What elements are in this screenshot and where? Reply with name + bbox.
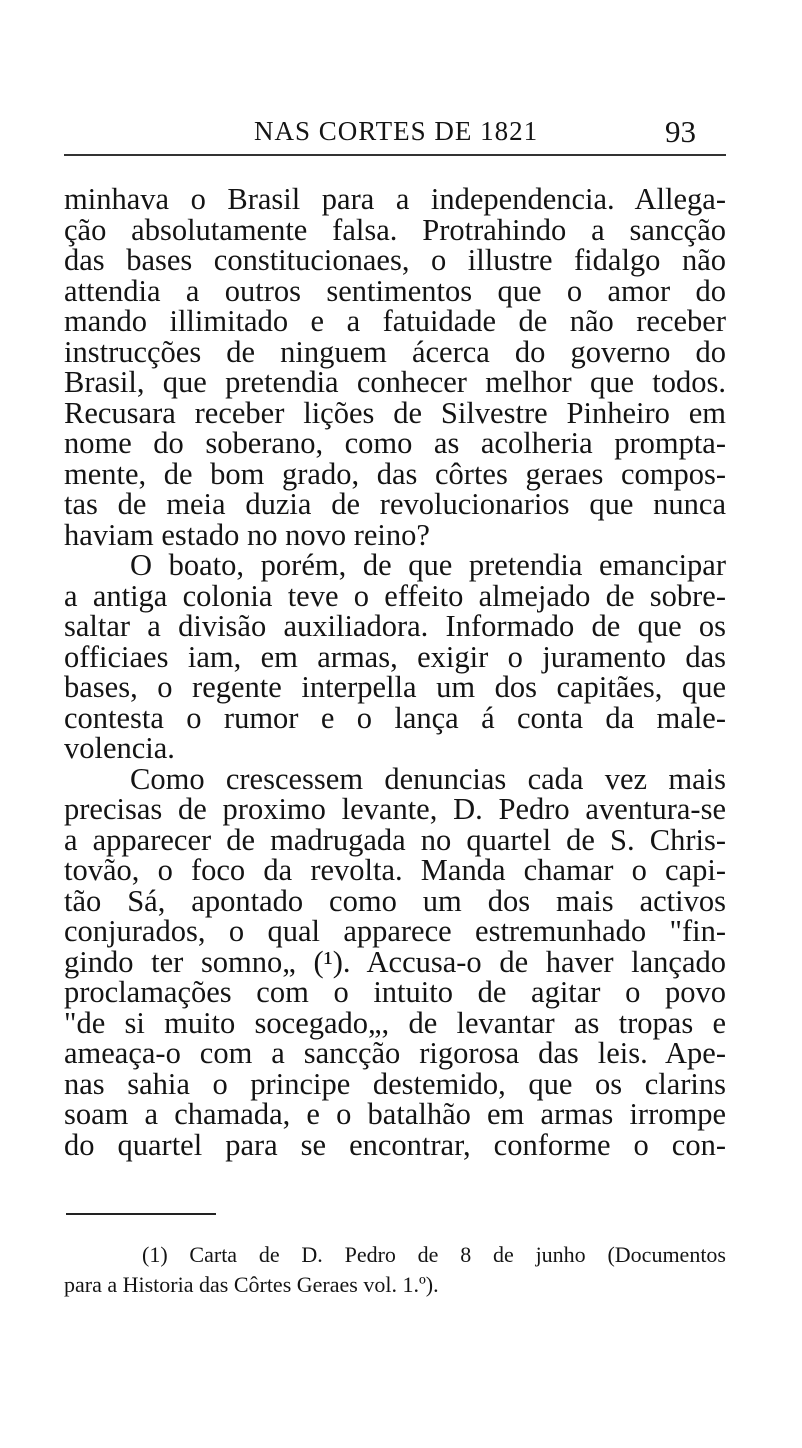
text-line: precisas de proximo levante, D. Pedro aventura-se (64, 792, 726, 826)
text-line: O boato, porém, de que pretendia emancipar (130, 548, 726, 582)
text-line: ção absolutamente falsa. Protrahindo a sancção (64, 212, 726, 247)
text-line: instrucções de ninguem ácerca do governo do (64, 334, 726, 369)
text-line: tovão, o foco da revolta. Manda chamar o capi- (64, 853, 726, 887)
text-line: conjurados, o qual apparece estremunhado "fin- (64, 914, 726, 948)
text-line: nome do soberano, como as acolheria prompta- (64, 426, 726, 460)
text-line: do quartel para se encontrar, conforme o con- (64, 1127, 726, 1162)
text-line: "de si muito socegado„, de levantar as tropas e (64, 1005, 726, 1040)
body-text (64, 184, 726, 1160)
text-line: Como crescessem denuncias cada vez mais (130, 761, 726, 796)
text-line: ameaça-o com a sancção rigorosa das leis. Ape- (64, 1036, 726, 1070)
page-number: 93 (665, 114, 696, 149)
page-header (64, 114, 726, 154)
header-rule (64, 154, 726, 156)
text-line: tão Sá, apontado como um dos mais activos (64, 883, 726, 918)
text-line: a apparecer de madrugada no quartel de S. Chris- (64, 822, 726, 857)
text-line: minhava o Brasil para a independencia. Allega- (64, 182, 726, 216)
text-line: tas de meia duzia de revolucionarios que nunca (64, 487, 726, 521)
text-line: contesta o rumor e o lança á conta da male- (64, 700, 726, 735)
text-line: officiaes iam, em armas, exigir o juramento das (64, 639, 726, 674)
text-line: saltar a divisão auxiliadora. Informado de que os (64, 609, 726, 643)
text-line: gindo ter somno„ (¹). Accusa-o de haver lançado (64, 944, 726, 979)
text-line: bases, o regente interpella um dos capitães, que (64, 670, 726, 704)
running-title: NAS CORTES DE 1821 (254, 116, 539, 146)
text-line: Recusara receber lições de Silvestre Pinheiro em (64, 395, 726, 430)
text-line: proclamações com o intuito de agitar o povo (64, 975, 726, 1009)
text-line: Brasil, que pretendia conhecer melhor que todos. (64, 365, 726, 399)
footnote-line: (1) Carta de D. Pedro de 8 de junho (Documentos (142, 1242, 726, 1267)
text-line: das bases constitucionaes, o illustre fidalgo não (64, 243, 726, 277)
text-line: mente, de bom grado, das côrtes geraes compos- (64, 456, 726, 491)
text-line: mando illimitado e a fatuidade de não receber (64, 304, 726, 338)
footnote-line: para a Historia das Côrtes Geraes vol. 1.º). (64, 1272, 439, 1297)
text-line: nas sahia o principe destemido, que os clarins (64, 1066, 726, 1101)
text-line: attendia a outros sentimentos que o amor do (64, 273, 726, 308)
footnote (64, 1240, 726, 1300)
text-line: soam a chamada, e o batalhão em armas irrompe (64, 1097, 726, 1131)
text-line: a antiga colonia teve o effeito almejado de sobre- (64, 578, 726, 613)
footnote-rule (66, 1213, 216, 1215)
text-line: volencia. (64, 731, 175, 765)
text-line: haviam estado no novo reino? (64, 517, 430, 552)
